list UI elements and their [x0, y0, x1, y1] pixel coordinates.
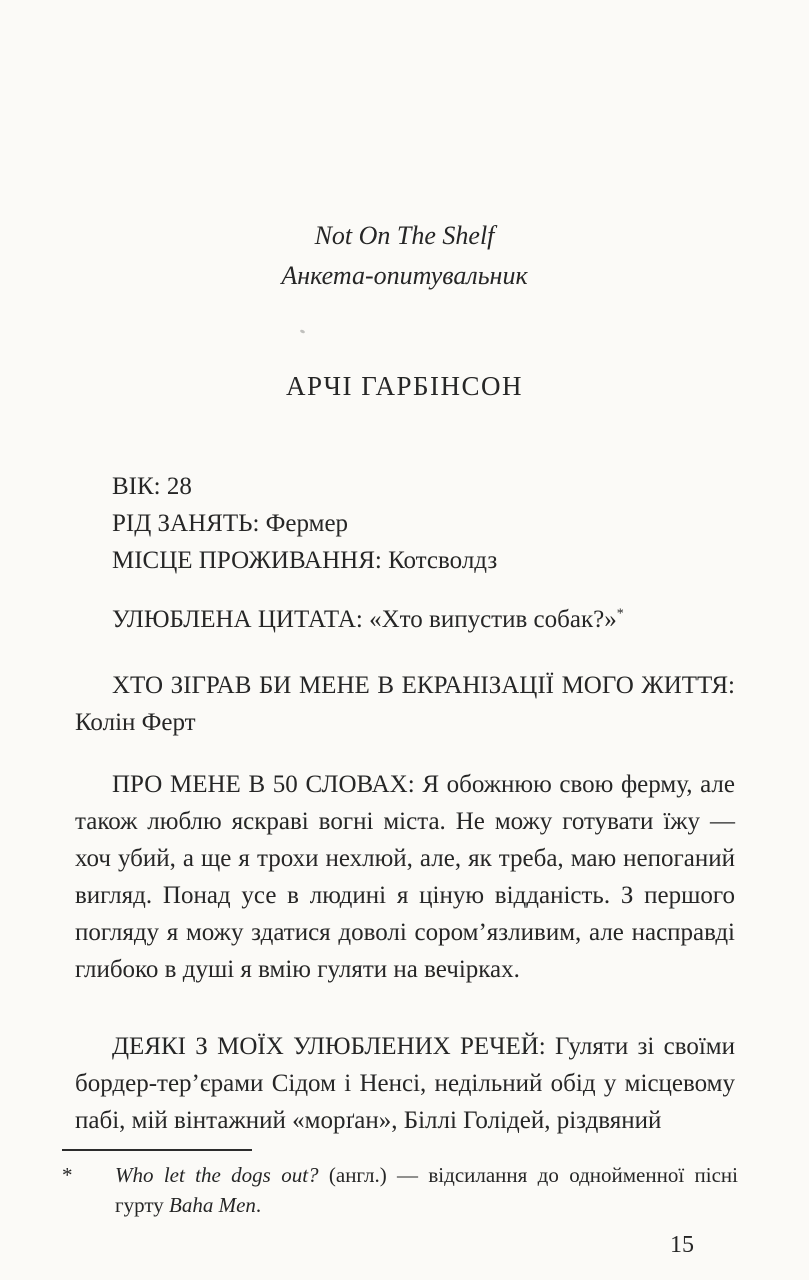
footnote-period: . — [255, 1193, 262, 1217]
field-occupation: РІД ЗАНЯТЬ: Фермер — [112, 510, 349, 537]
footnote-explanation: (англ.) — відсилання до однойменної пісні гурту — [115, 1163, 738, 1217]
character-name-heading: АРЧІ ГАРБІНСОН — [286, 371, 523, 401]
field-age: ВІК: 28 — [112, 473, 192, 500]
scan-artifact — [300, 329, 306, 334]
profile-fields — [75, 468, 735, 579]
running-title — [0, 216, 809, 296]
footnote-phrase-english: Who let the dogs out? — [115, 1163, 319, 1187]
book-title: Not On The Shelf — [314, 221, 495, 250]
favorite-quote-text: УЛЮБЛЕНА ЦИТАТА: «Хто випустив собак?» — [112, 606, 617, 633]
footnote-reference: * — [616, 606, 624, 622]
field-favorite-quote — [75, 601, 735, 638]
footnote-band-name: Baha Men — [169, 1193, 256, 1217]
footnote-rule — [62, 1149, 252, 1151]
book-subtitle: Анкета-опитувальник — [281, 261, 528, 290]
field-film-casting: ХТО ЗІГРАВ БИ МЕНЕ В ЕКРАНІЗАЦІЇ МОГО ЖИТТЯ: Колін Ферт — [75, 672, 735, 736]
field-favorite-things: ДЕЯКІ З МОЇХ УЛЮБЛЕНИХ РЕЧЕЙ: Гуляти зі своїми бордер-тер’єрами Сідом і Ненсі, недільний обід у місцевому пабі, мій вінтажний «морґан», Біллі Голідей, різдвяний — [75, 1033, 735, 1134]
footnote-text — [115, 1160, 738, 1220]
field-residence: МІСЦЕ ПРОЖИВАННЯ: Котсволдз — [112, 547, 498, 574]
field-about-me: ПРО МЕНЕ В 50 СЛОВАХ: Я обожнюю свою ферму, але також люблю яскраві вогні міста. Не можу готувати їжу — хоч убий, а ще я трохи нехлюй, але, як треба, маю непоганий вигляд. Понад усе в людині я ціную відданість. З першого погляду я можу здатися доволі сором’язливим, але насправді глибоко в душі я вмію гуляти на вечірках. — [75, 771, 735, 983]
footnote-marker: * — [62, 1163, 73, 1187]
footnote — [62, 1149, 738, 1220]
page-number: 15 — [670, 1232, 694, 1258]
